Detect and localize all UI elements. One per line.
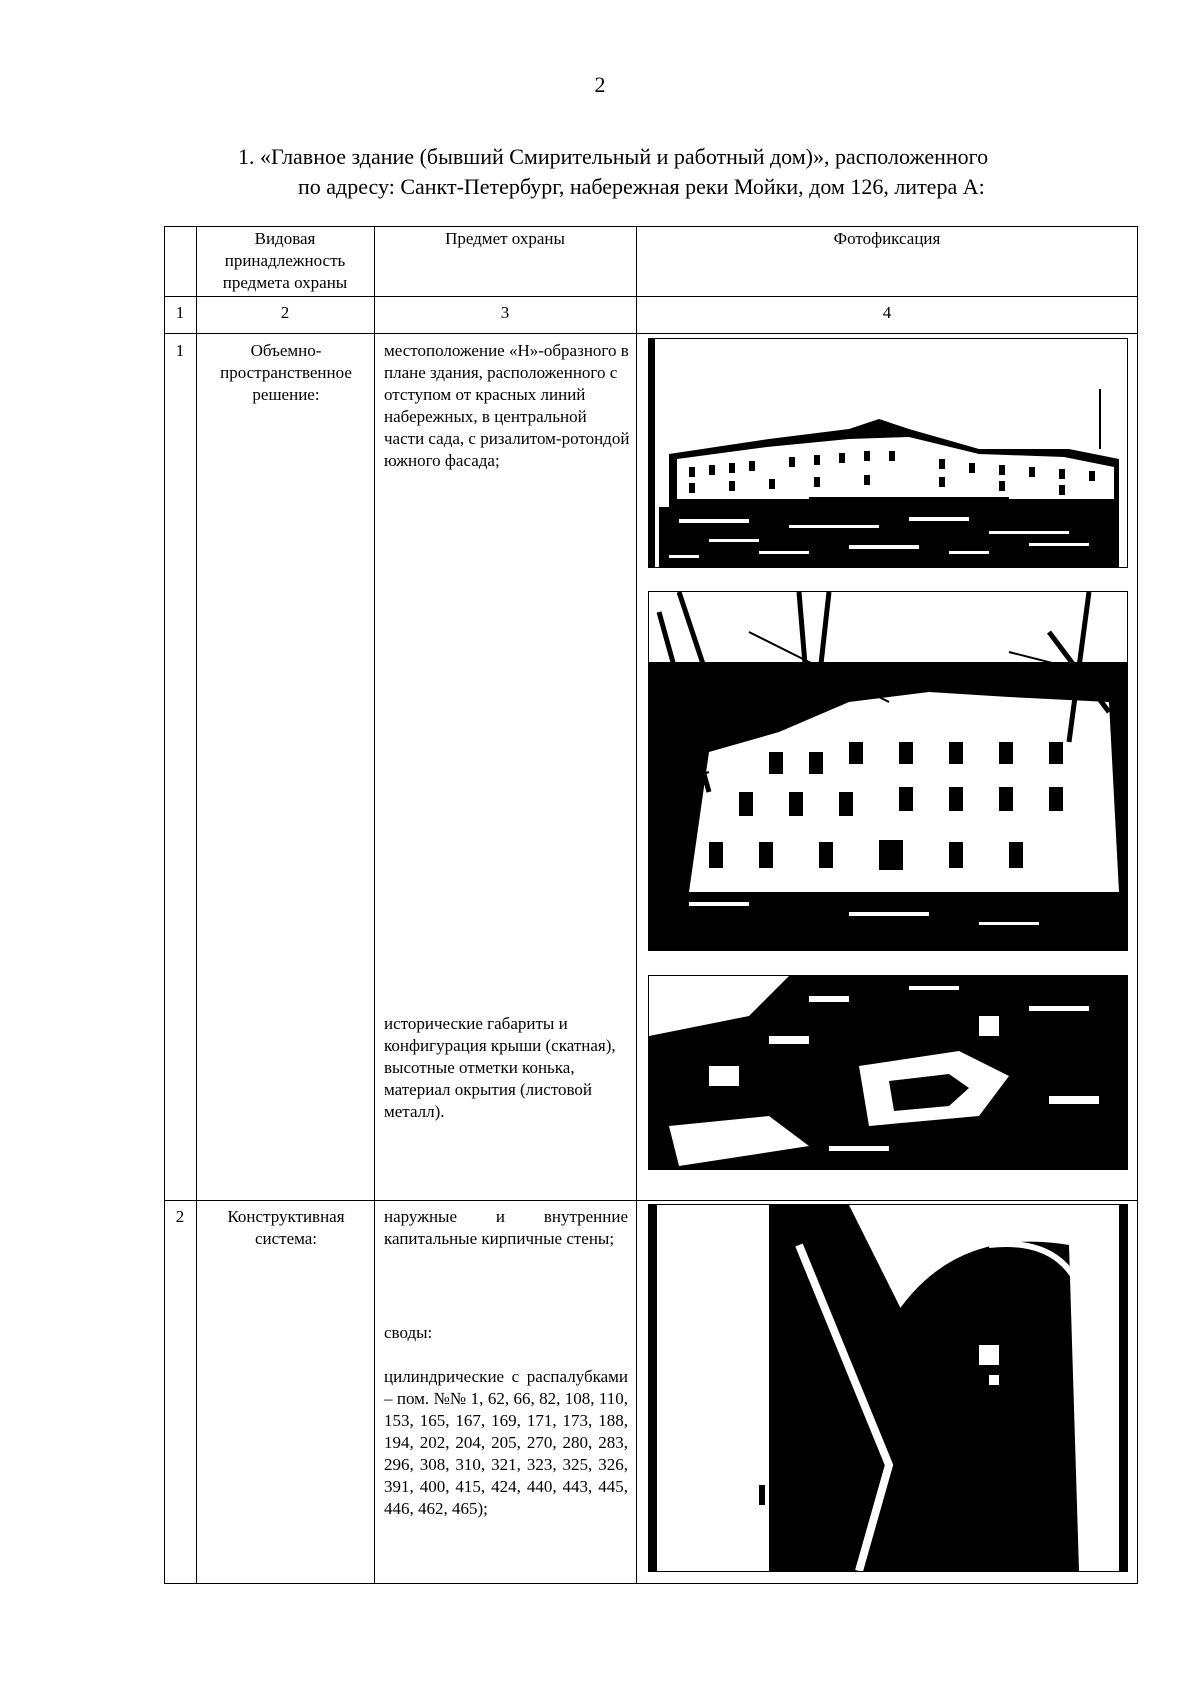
column-number-3: 3	[500, 303, 510, 322]
header-category: Видовая принадлежность предмета охраны	[222, 229, 348, 292]
row-1-number: 1	[175, 341, 185, 360]
page-number: 2	[594, 72, 606, 97]
row-2-number: 2	[175, 1207, 185, 1226]
table-border-top	[164, 226, 1138, 227]
row-2-item-vaults: своды:	[384, 1323, 433, 1342]
heading-line-2: по адресу: Санкт-Петербург, набережная реки Мойки, дом 126, литера А:	[298, 174, 985, 199]
photo-embankment-view	[648, 338, 1128, 568]
column-number-1: 1	[175, 303, 185, 322]
row-2-item-walls: наружные и внутренние капитальные кирпичные стены;	[384, 1207, 628, 1248]
document-heading	[238, 142, 1098, 202]
row-1-category: Объемно-пространственное решение:	[220, 341, 352, 404]
row-2-item-cylindrical-vaults: цилиндрические с распалубками – пом. №№ 1, 62, 66, 82, 108, 110, 153, 165, 167, 169, 171, 173, 188, 194, 202, 204, 205, 270, 280, 283, 296, 308, 310, 321, 323, 325, 326, 391, 400, 415, 424, 440, 443, 445, 446, 462, 465);	[384, 1367, 628, 1518]
row-1-item-location: местоположение «Н»-образного в плане здания, расположенного с отступом от красных линий набережных, в центральной части сада, с ризалитом-ротондой южного фасада;	[384, 341, 630, 470]
table-border-right	[1137, 226, 1138, 1584]
header-subject: Предмет охраны	[445, 229, 565, 248]
table-border-left	[164, 226, 165, 1584]
photo-roof-view	[648, 975, 1128, 1170]
table-rule	[164, 1200, 1138, 1201]
table-border-bottom	[164, 1583, 1138, 1584]
column-number-2: 2	[280, 303, 290, 322]
row-1-item-roof: исторические габариты и конфигурация крыши (скатная), высотные отметки конька, материал окрытия (листовой металл).	[384, 1014, 616, 1121]
row-2-category: Конструктивная система:	[227, 1207, 345, 1248]
heading-line-1: 1. «Главное здание (бывший Смирительный и работный дом)», расположенного	[238, 144, 989, 169]
photo-courtyard-facade	[648, 591, 1128, 951]
table-rule	[164, 296, 1138, 297]
table-rule	[164, 333, 1138, 334]
header-photo: Фотофиксация	[833, 229, 941, 248]
photo-vaulted-interior	[648, 1204, 1128, 1572]
table-col-divider	[196, 226, 197, 1584]
table-col-divider	[374, 226, 375, 1584]
table-col-divider	[636, 226, 637, 1584]
column-number-4: 4	[882, 303, 892, 322]
